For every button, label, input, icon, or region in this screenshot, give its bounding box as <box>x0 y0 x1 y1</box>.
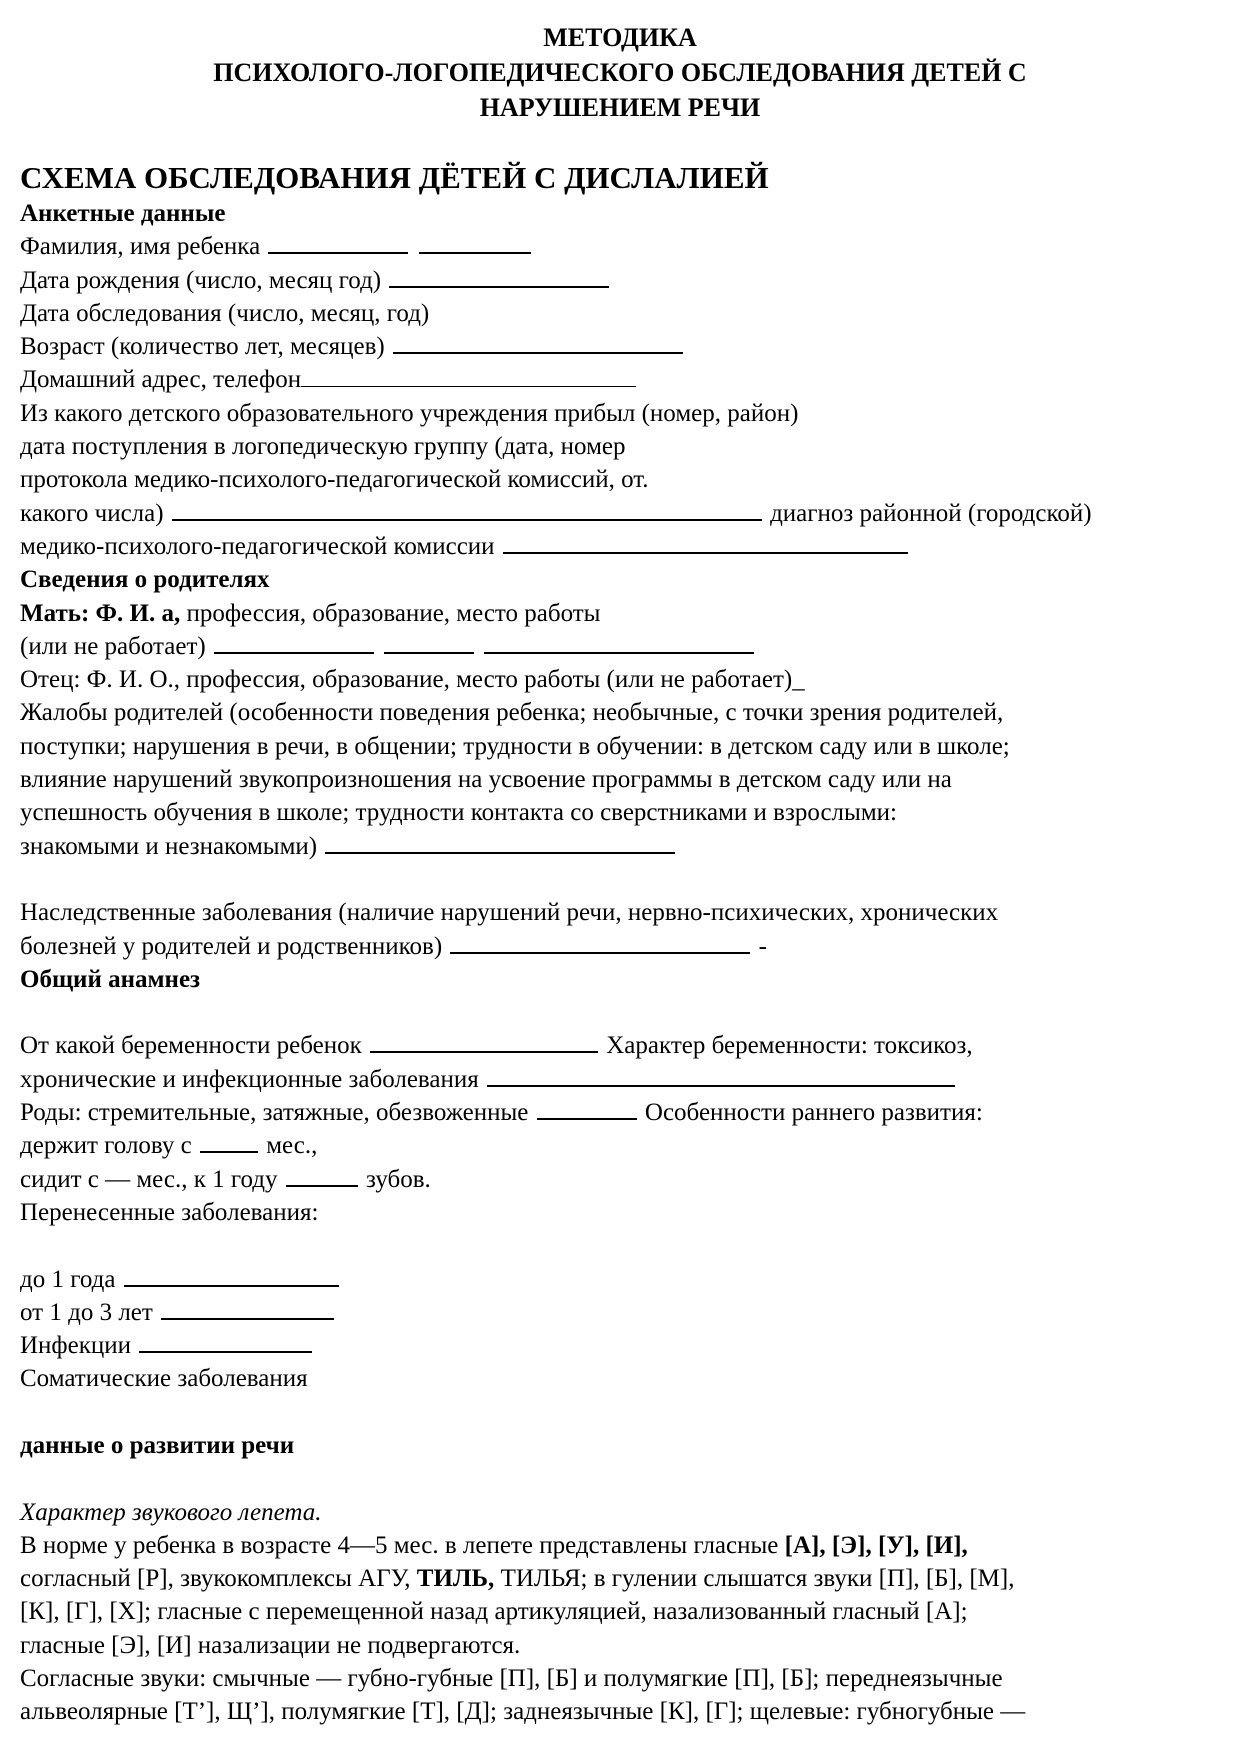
speech-line-1 <box>20 1529 1220 1562</box>
vowels-bold: [А], [Э], [У], [И], <box>784 1531 968 1559</box>
document-body <box>20 197 1220 1729</box>
pregnancy-character-label: Характер беременности: токсикоз, <box>606 1032 973 1060</box>
teeth-unit: зубов. <box>366 1165 431 1193</box>
sits-label: сидит с — мес., к 1 году <box>20 1165 278 1193</box>
spacer <box>20 1462 1220 1495</box>
mother-field-line <box>20 597 1220 630</box>
pregnancy-label: От какой беременности ребенок <box>20 1032 362 1060</box>
hereditary-field-line <box>20 930 1220 963</box>
district-diagnosis-label: диагноз районной (городской) <box>770 499 1092 527</box>
teeth-blank[interactable] <box>286 1165 358 1187</box>
hereditary-tail: - <box>752 932 767 960</box>
birthdate-blank[interactable] <box>389 266 609 288</box>
birthdate-field-line <box>20 264 1220 297</box>
complaints-line-5: знакомыми и незнакомыми) <box>20 832 318 860</box>
title-line-3: НАРУШЕНИЕМ РЕЧИ <box>479 93 761 122</box>
spacer <box>20 1229 1220 1262</box>
holds-head-unit: мес., <box>266 1132 318 1160</box>
diseases-blank[interactable] <box>487 1065 955 1087</box>
holds-head-blank[interactable] <box>200 1131 258 1153</box>
infections-blank[interactable] <box>139 1331 312 1353</box>
hereditary-line-1: Наследственные заболевания (наличие нарушений речи, нервно-психических, хронических <box>20 899 999 927</box>
speech-line-4: гласные [Э], [И] назализации не подвергаются. <box>20 1631 521 1659</box>
father-label: Отец: Ф. И. О., профессия, образование, место работы (или не работает)_ <box>20 666 805 694</box>
hereditary-blank[interactable] <box>450 932 750 954</box>
complaints-line-3: влияние нарушений звукопроизношения на усвоение программы в детском саду или на <box>20 766 952 794</box>
mother-label-bold: Мать: Ф. И. а, <box>20 599 181 627</box>
holds-head-label: держит голову с <box>20 1132 192 1160</box>
commission-field-line <box>20 530 1220 563</box>
speech-text: ТИЛЬЯ; в гулении слышатся звуки [П], [Б], [М], <box>494 1565 1015 1593</box>
from-1-to-3-blank[interactable] <box>161 1298 334 1320</box>
complaints-blank[interactable] <box>325 832 675 854</box>
mother-blank-3[interactable] <box>484 632 754 654</box>
birth-blank[interactable] <box>537 1098 637 1120</box>
age-blank[interactable] <box>393 332 683 354</box>
til-bold: ТИЛЬ, <box>416 1565 495 1593</box>
scheme-heading: СХЕМА ОБСЛЕДОВАНИЯ ДЁТЕЙ С ДИСЛАЛИЕЙ <box>20 160 769 195</box>
name-blank-2[interactable] <box>419 232 531 254</box>
birth-field-line <box>20 1096 1220 1129</box>
birth-label: Роды: стремительные, затяжные, обезвоженные <box>20 1099 529 1127</box>
infections-field-line <box>20 1329 1220 1362</box>
complaints-line-2: поступки; нарушения в речи, в общении; трудности в обучении: в детском саду или в школе; <box>20 732 1010 760</box>
complaints-line-1: Жалобы родителей (особенности поведения ребенка; необычные, с точки зрения родителей, <box>20 699 1004 727</box>
birthdate-label: Дата рождения (число, месяц год) <box>20 266 382 294</box>
section-heading-questionnaire: Анкетные данные <box>20 200 226 227</box>
commission-blank[interactable] <box>503 532 908 554</box>
spacer <box>20 863 1220 896</box>
from-1-to-3-label: от 1 до 3 лет <box>20 1298 153 1326</box>
spacer <box>20 1396 1220 1429</box>
admission-line-3 <box>20 497 1220 530</box>
address-label: Домашний адрес, телефон <box>20 366 302 394</box>
mother-line2-label: (или не работает) <box>20 632 206 660</box>
somatic-label: Соматические заболевания <box>20 1365 308 1393</box>
section-heading-parents: Сведения о родителях <box>20 566 270 594</box>
address-blank[interactable] <box>301 366 636 387</box>
admission-date-blank[interactable] <box>172 499 762 521</box>
title-line-1: МЕТОДИКА <box>543 23 697 52</box>
pregnancy-blank[interactable] <box>370 1031 598 1053</box>
document-title <box>0 20 1240 125</box>
complaints-field-line <box>20 830 1220 863</box>
sits-field-line <box>20 1163 1220 1196</box>
section-heading-anamnesis: Общий анамнез <box>20 965 201 993</box>
mother-blank-2[interactable] <box>384 632 474 654</box>
speech-line-5: Согласные звуки: смычные — губно-губные [П], [Б] и полумягкие [П], [Б]; переднеязычные <box>20 1665 1003 1693</box>
hereditary-line-2: болезней у родителей и родственников) <box>20 932 443 960</box>
spacer <box>20 996 1220 1029</box>
complaints-line-4: успешность обучения в школе; трудности контакта со сверстниками и взрослыми: <box>20 799 897 827</box>
babble-heading: Характер звукового лепета. <box>20 1498 322 1526</box>
speech-line-6: альвеолярные [Т’], Щ’], полумягкие [Т], [Д]; заднеязычные [К], [Г]; щелевые: губногубные — <box>20 1698 1026 1726</box>
institution-label: Из какого детского образовательного учреждения прибыл (номер, район) <box>20 399 799 427</box>
infections-label: Инфекции <box>20 1332 132 1360</box>
under-1-label: до 1 года <box>20 1265 116 1293</box>
age-label: Возраст (количество лет, месяцев) <box>20 333 385 361</box>
holds-head-field-line <box>20 1129 1220 1162</box>
speech-text: согласный [Р], звукокомплексы АГУ, <box>20 1565 417 1593</box>
mother-blanks-line <box>20 630 1220 663</box>
name-label: Фамилия, имя ребенка <box>20 233 261 261</box>
exam-date-label: Дата обследования (число, месяц, год) <box>20 299 430 327</box>
admission-line-1: дата поступления в логопедическую группу (дата, номер <box>20 433 626 461</box>
under-1-field-line <box>20 1263 1220 1296</box>
name-field-line <box>20 230 1220 263</box>
speech-text: В норме у ребенка в возрасте 4—5 мес. в лепете представлены гласные <box>20 1531 785 1559</box>
speech-line-3: [К], [Г], [Х]; гласные с перемещенной назад артикуляцией, назализованный гласный [А]; <box>20 1598 968 1626</box>
mother-blank-1[interactable] <box>214 632 374 654</box>
under-1-blank[interactable] <box>124 1265 339 1287</box>
admission-date-label: какого числа) <box>20 499 164 527</box>
age-field-line <box>20 330 1220 363</box>
mother-label-rest: профессия, образование, место работы <box>180 599 601 627</box>
diseases-field-line <box>20 1063 1220 1096</box>
admission-line-2: протокола медико-психолого-педагогической комиссий, от. <box>20 466 649 494</box>
section-heading-speech: данные о развитии речи <box>20 1431 295 1459</box>
past-diseases-label: Перенесенные заболевания: <box>20 1198 319 1226</box>
address-field-line <box>20 363 1220 396</box>
early-development-label: Особенности раннего развития: <box>644 1099 983 1127</box>
from-1-to-3-field-line <box>20 1296 1220 1329</box>
diseases-label: хронические и инфекционные заболевания <box>20 1065 479 1093</box>
name-blank-1[interactable] <box>268 232 408 254</box>
pregnancy-field-line <box>20 1029 1220 1062</box>
commission-label: медико-психолого-педагогической комиссии <box>20 532 495 560</box>
speech-line-2 <box>20 1562 1220 1595</box>
title-line-2: ПСИХОЛОГО-ЛОГОПЕДИЧЕСКОГО ОБСЛЕДОВАНИЯ ДЕТЕЙ С <box>213 58 1027 87</box>
